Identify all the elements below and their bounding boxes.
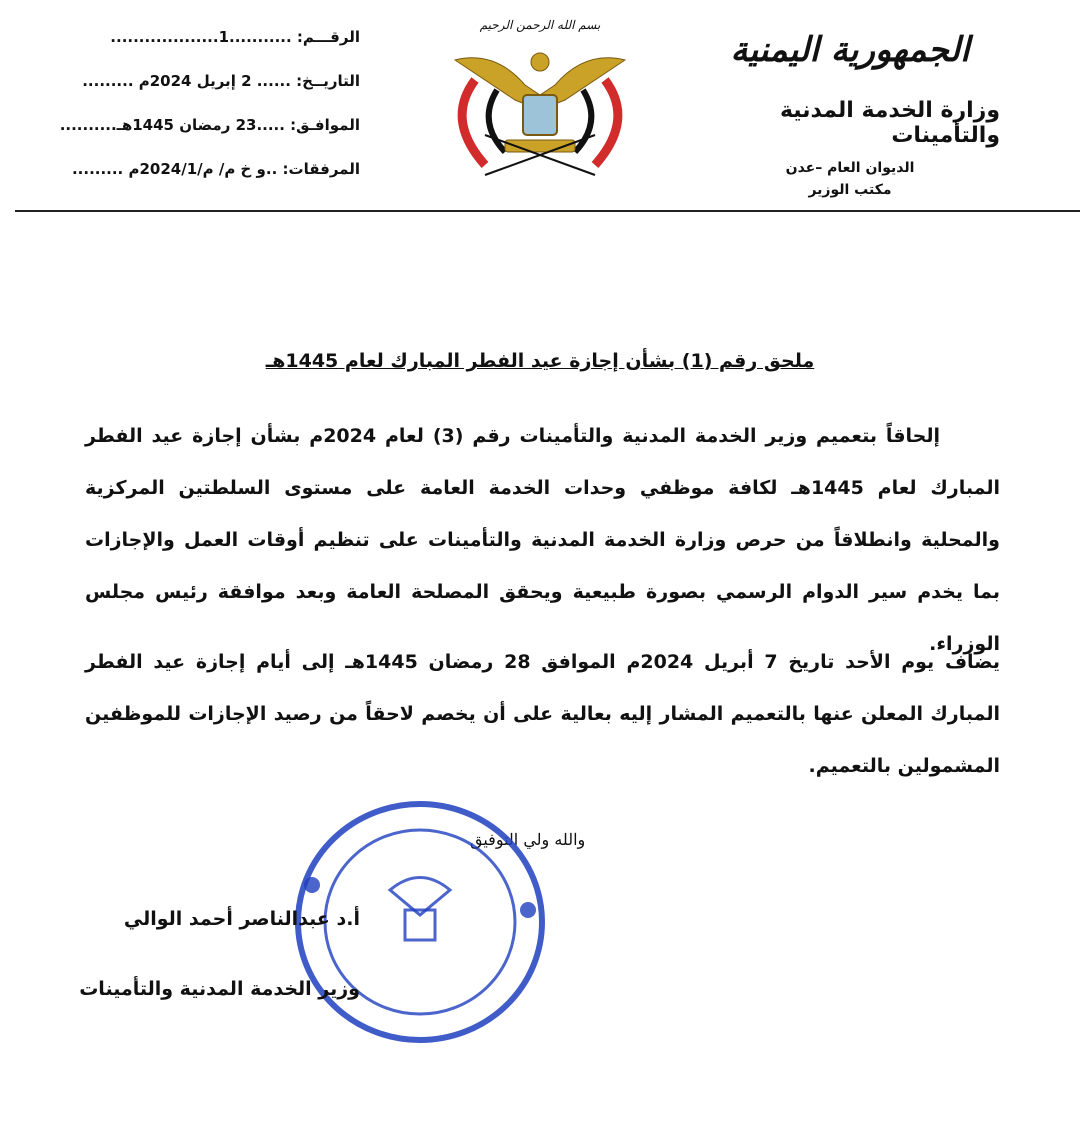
header-divider — [15, 210, 1080, 212]
reference-number: الرقـــم: ...........1................... — [110, 28, 360, 46]
gregorian-date: التاريــخ: ...... 2 إبريل 2024م ......... — [82, 72, 360, 90]
paragraph-2: يضاف يوم الأحد تاريخ 7 أبريل 2024م الموافق 28 رمضان 1445هـ إلى أيام إجازة عيد الفطر المبارك المعلن عنها بالتعميم المشار إليه بعالية على أن يخصم لاحقاً من رصيد الإجازات للموظفين المشمولين بالتعميم. — [85, 651, 1001, 777]
section-name: مكتب الوزير — [808, 182, 892, 198]
signatory-title: وزير الخدمة المدنية والتأمينات — [79, 978, 360, 1000]
paragraph-1: إلحاقاً بتعميم وزير الخدمة المدنية والتأمينات رقم (3) لعام 2024م بشأن إجازة عيد الفطر المبارك لعام 1445هـ لكافة موظفي وحدات الخدمة العامة على مستوى السلطتين المركزية والمحلية وانطلاقاً من حرص وزارة الخدمة المدنية والتأمينات على تنظيم أوقات العمل والإجازات بما يخدم سير الدوام الرسمي بصورة طبيعية ويحقق المصلحة العامة وبعد موافقة رئيس مجلس الوزراء. — [85, 425, 1000, 655]
yemen-emblem-icon — [445, 40, 635, 180]
ministry-name: وزارة الخدمة المدنية والتأمينات — [779, 98, 1000, 148]
republic-calligraphy: الجمهورية اليمنية — [730, 30, 970, 70]
attachments: المرفقات: ..و خ م/ م/2024/1م ......... — [71, 160, 360, 178]
document-title: ملحق رقم (1) بشأن إجازة عيد الفطر المبارك لعام 1445هـ — [265, 350, 815, 372]
closing-line: والله ولي التوفيق — [470, 830, 586, 849]
basmala: بسم الله الرحمن الرحيم — [479, 18, 601, 32]
hijri-date: الموافـق: .....23 رمضان 1445هـ.......... — [59, 116, 360, 134]
reference-block — [40, 22, 360, 198]
letterhead — [700, 30, 1000, 198]
signatory-name: أ.د عبدالناصر أحمد الوالي — [123, 908, 360, 930]
office-name: الديوان العام –عدن — [785, 160, 915, 176]
